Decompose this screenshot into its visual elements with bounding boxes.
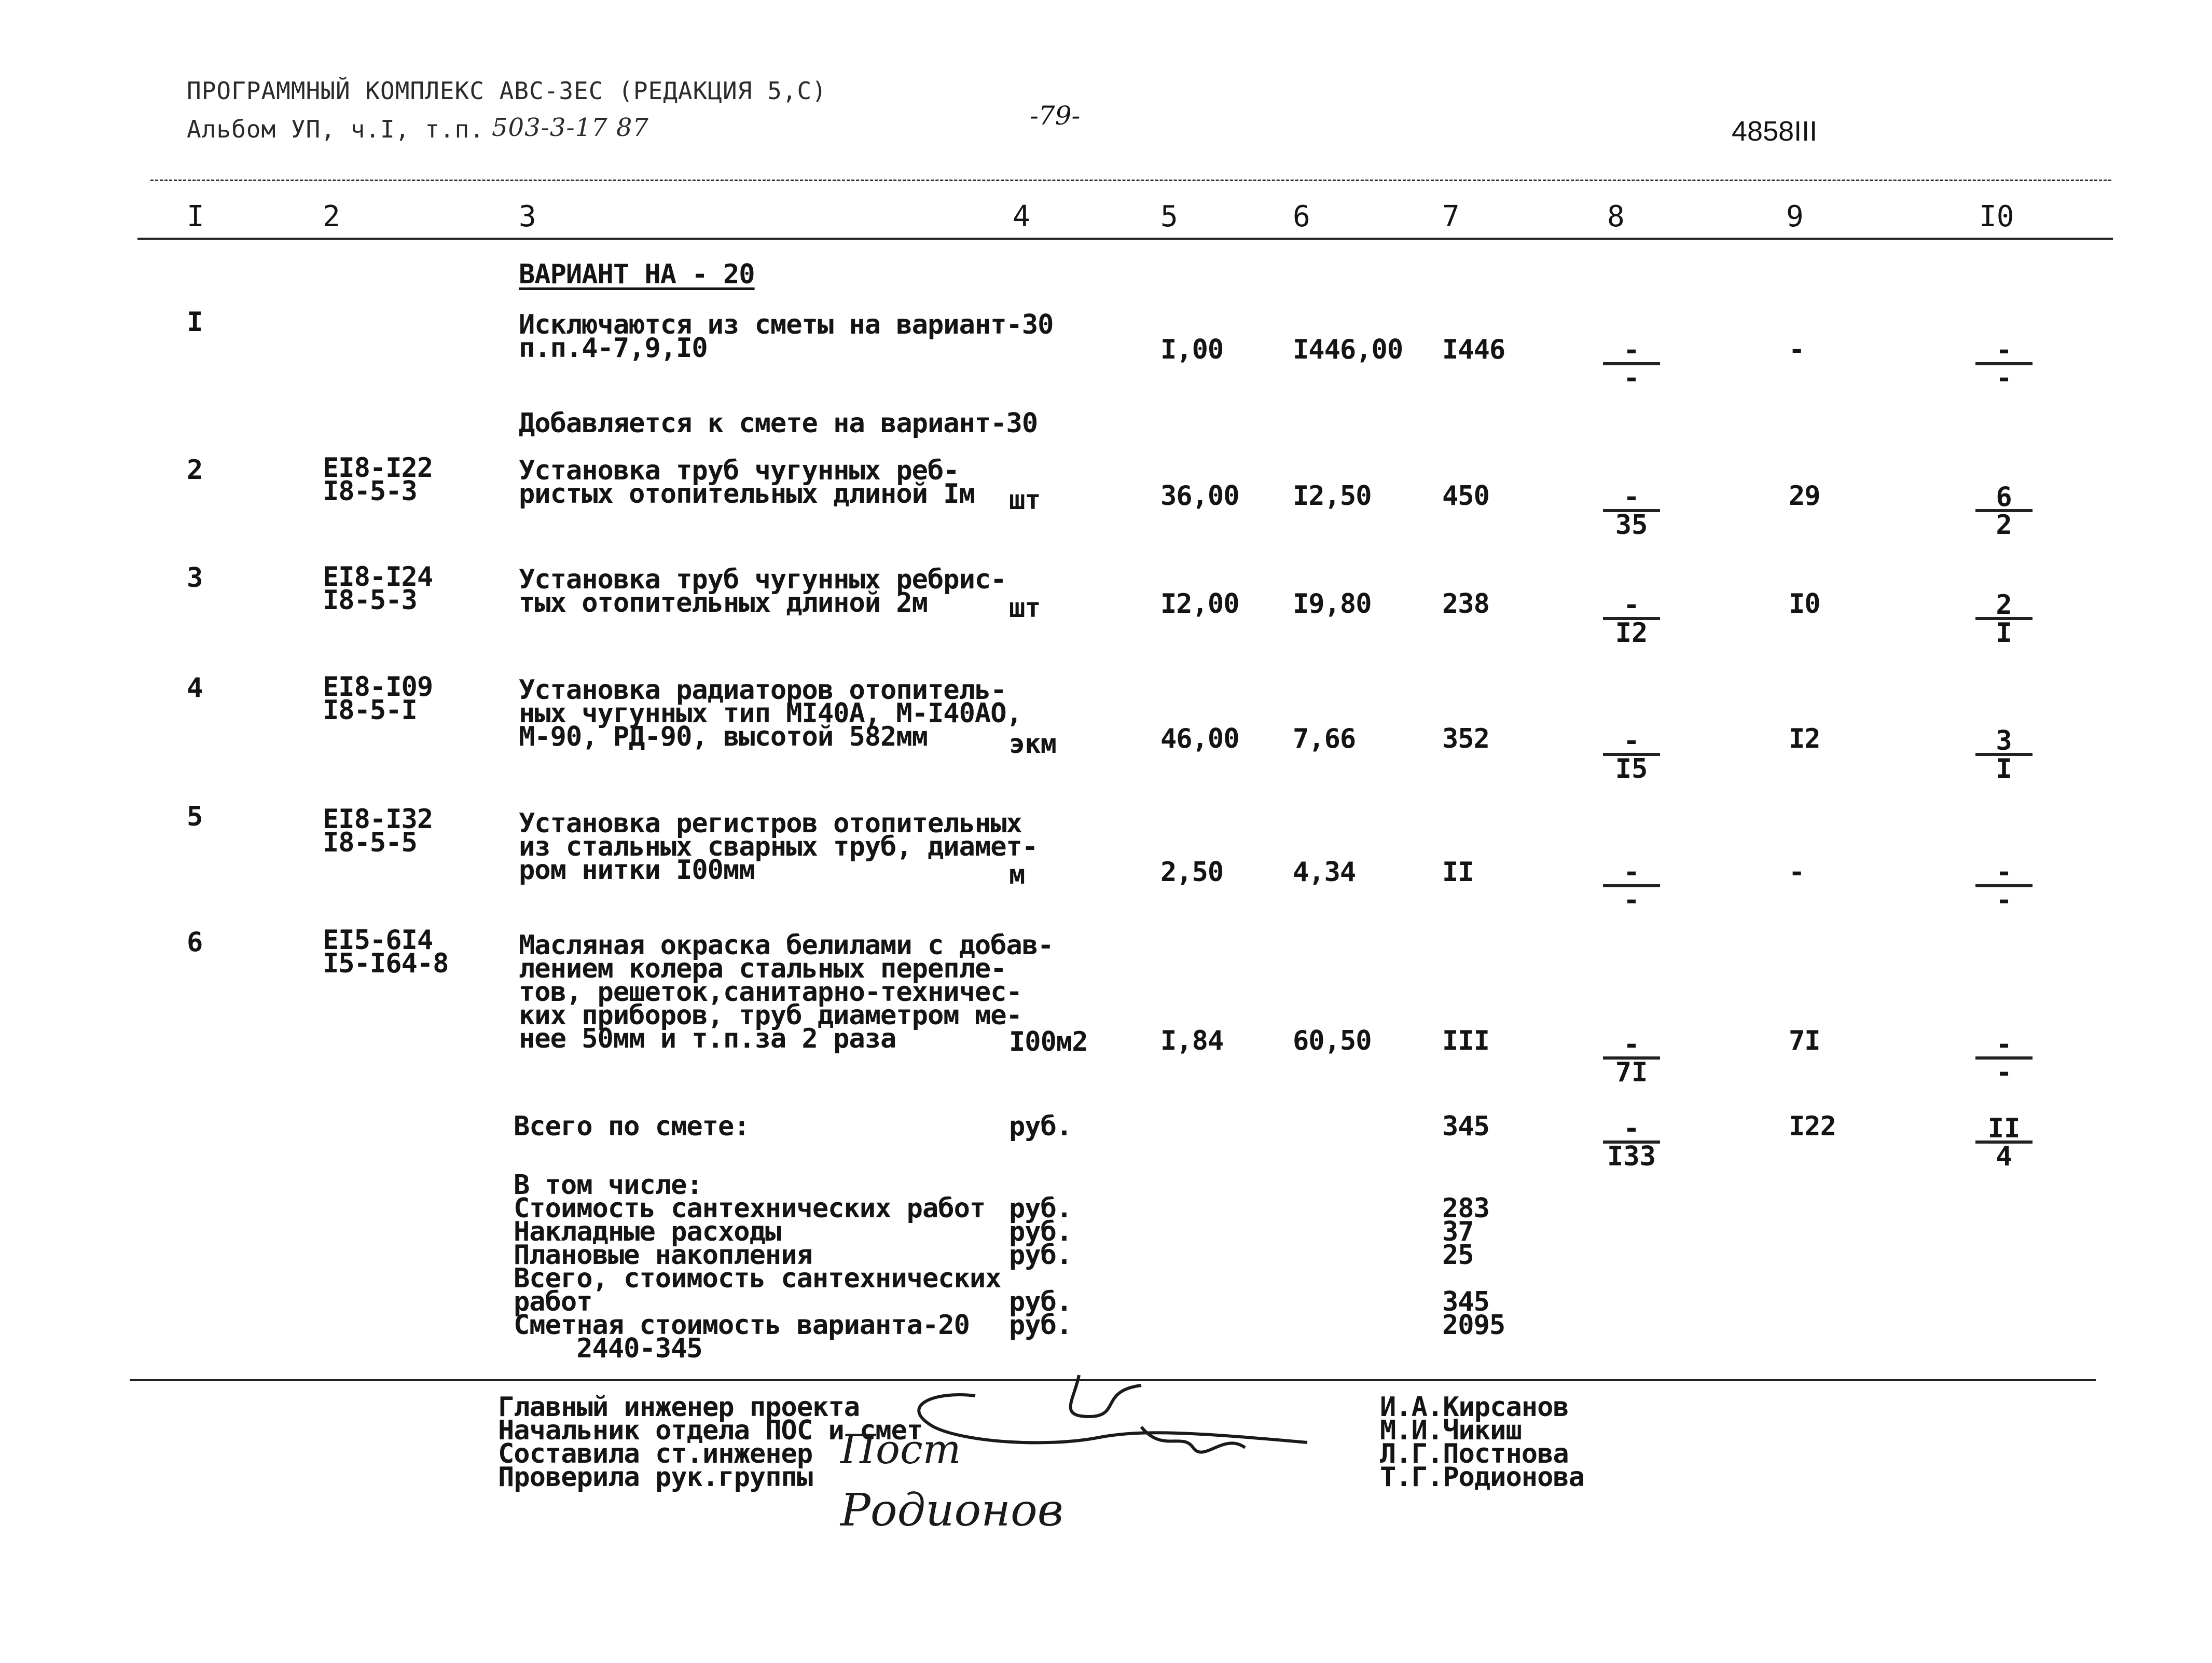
document-number: 4858III (1732, 116, 1818, 147)
handwritten-signatures (830, 1370, 1349, 1541)
album-line: Альбом УП, ч.I, т.п. (187, 115, 485, 143)
row-6-col10-fraction (1975, 1029, 2033, 1088)
row-4-col8-fraction (1603, 725, 1660, 785)
col-number-2: 2 (323, 200, 340, 233)
album-handwritten-number: 503-3-17 87 (492, 113, 649, 142)
row-3-col10-top: 2 (1975, 593, 2033, 620)
row-6-code: EI5-6I4 I5-I64-8 (323, 925, 449, 979)
row-3-total: 238 (1442, 588, 1489, 620)
compiler-signature: Пост (840, 1426, 961, 1473)
row-1-col9: - (1789, 334, 1805, 365)
row-5-col8-top: - (1603, 860, 1660, 887)
row-6-col8-top: - (1603, 1033, 1660, 1060)
total-col8-bottom: I33 (1607, 1141, 1656, 1172)
total-col8-top: - (1603, 1117, 1660, 1144)
row-2-col9: 29 (1789, 480, 1820, 512)
row-1-price: I446,00 (1293, 334, 1403, 365)
breakdown-labels: В том числе: Стоимость сантехнических работ Накладные расходы Плановые накопления Всего, стоимость сантехнических работ Сметная стоимость варианта-20 2440-345 (514, 1170, 1001, 1364)
row-6-col8-bottom: 7I (1615, 1057, 1648, 1088)
checker-signature: Родионов (840, 1485, 1063, 1536)
program-line: ПРОГРАММНЫЙ КОМПЛЕКС АВС-ЗЕС (РЕДАКЦИЯ 5,С) (187, 77, 827, 105)
added-note: Добавляется к смете на вариант-30 (519, 408, 1038, 439)
row-2-col8-top: - (1603, 485, 1660, 512)
row-4-total: 352 (1442, 723, 1489, 754)
signature-names: И.А.Кирсанов М.И.Чикиш Л.Г.Постнова Т.Г.Родионова (1380, 1392, 1584, 1493)
row-5-number: 5 (187, 801, 203, 832)
row-6-col8-fraction (1603, 1029, 1660, 1088)
row-4-description: Установка радиаторов отопитель- ных чугунных тип МI40А, М-I40АО, М-90, РД-90, высотой 582мм (519, 675, 1022, 752)
row-5-col9: - (1789, 857, 1805, 888)
signature-roles: Главный инженер проекта Начальник отдела ПОС и смет Составила ст.инженер Проверила рук.группы (498, 1392, 923, 1493)
row-2-number: 2 (187, 455, 203, 486)
row-6-quantity: I,84 (1160, 1025, 1224, 1056)
row-3-quantity: I2,00 (1160, 588, 1239, 620)
row-2-col10-fraction (1975, 482, 2033, 541)
row-3-col10-bottom: I (1996, 617, 2012, 649)
col-number-8: 8 (1607, 200, 1625, 233)
row-5-description: Установка регистров отопительных из стальных сварных труб, диамет- ром нитки I00мм (519, 808, 1038, 886)
row-6-col9: 7I (1789, 1025, 1820, 1056)
row-4-col10-bottom: I (1996, 753, 2012, 785)
row-1-total: I446 (1442, 334, 1505, 365)
row-5-col8-fraction (1603, 857, 1660, 916)
row-2-col10-bottom: 2 (1996, 510, 2012, 541)
col-number-1: I (187, 200, 204, 233)
header-bottom-rule (137, 238, 2113, 240)
row-3-description: Установка труб чугунных ребрис- тых отопительных длиной 2м (519, 564, 1006, 619)
row-1-description: Исключаются из сметы на вариант-30 п.п.4-7,9,I0 (519, 309, 1054, 364)
row-5-code: EI8-I32 I8-5-5 (323, 804, 433, 858)
row-3-col9: I0 (1789, 588, 1820, 620)
row-5-price: 4,34 (1293, 857, 1356, 888)
row-2-col8-fraction (1603, 482, 1660, 541)
row-2-quantity: 36,00 (1160, 480, 1239, 512)
row-2-description: Установка труб чугунных реб- ристых отопительных длиной Iм (519, 455, 975, 510)
row-3-col8-fraction (1603, 589, 1660, 649)
row-5-col8-bottom: - (1623, 885, 1640, 916)
row-6-col10-bottom: - (1996, 1057, 2012, 1088)
row-3-unit: шт (1009, 593, 1041, 624)
row-4-code: EI8-I09 I8-5-I (323, 671, 433, 726)
row-6-col10-top: - (1975, 1033, 2033, 1060)
breakdown-units: руб. руб. руб. руб. руб. (1009, 1193, 1072, 1341)
row-6-total: III (1442, 1025, 1489, 1056)
row-4-col10-top: 3 (1975, 729, 2033, 756)
row-4-col10-fraction (1975, 725, 2033, 785)
row-2-col8-bottom: 35 (1615, 510, 1648, 541)
col-number-7: 7 (1442, 200, 1460, 233)
row-4-unit: экм (1009, 729, 1056, 760)
row-5-col10-top: - (1975, 860, 2033, 887)
row-4-col8-bottom: I5 (1615, 753, 1648, 785)
total-unit: руб. (1009, 1111, 1072, 1142)
row-4-col9: I2 (1789, 723, 1820, 754)
row-3-col10-fraction (1975, 589, 2033, 649)
page-number: -79- (1030, 101, 1081, 131)
row-6-unit: I00м2 (1009, 1026, 1088, 1057)
row-3-price: I9,80 (1293, 588, 1372, 620)
row-4-number: 4 (187, 672, 203, 704)
department-head-signature (1141, 1427, 1245, 1452)
breakdown-values: 283 37 25 345 2095 (1442, 1193, 1505, 1341)
row-2-code: EI8-I22 I8-5-3 (323, 452, 433, 507)
row-6-price: 60,50 (1293, 1025, 1372, 1056)
variant-title: ВАРИАНТ НА - 20 (519, 259, 755, 290)
total-col9: I22 (1789, 1111, 1836, 1142)
row-1-col8-bottom: - (1623, 363, 1640, 394)
row-2-col10-top: 6 (1975, 485, 2033, 512)
row-5-total: II (1442, 857, 1474, 888)
total-col10-bottom: 4 (1996, 1141, 2012, 1172)
col-number-4: 4 (1013, 200, 1030, 233)
total-value: 345 (1442, 1111, 1489, 1142)
total-col10-fraction (1975, 1113, 2033, 1172)
header-top-rule (150, 180, 2111, 181)
total-label: Всего по смете: (514, 1111, 750, 1142)
row-1-number: I (187, 307, 203, 338)
row-3-code: EI8-I24 I8-5-3 (323, 561, 433, 616)
row-5-quantity: 2,50 (1160, 857, 1224, 888)
row-1-col10-fraction (1975, 335, 2033, 394)
row-5-unit: м (1009, 859, 1025, 890)
col-number-6: 6 (1293, 200, 1310, 233)
row-4-quantity: 46,00 (1160, 723, 1239, 754)
row-2-total: 450 (1442, 480, 1489, 512)
row-1-col8-fraction (1603, 335, 1660, 394)
row-1-quantity: I,00 (1160, 334, 1224, 365)
row-5-col10-bottom: - (1996, 885, 2012, 916)
row-2-price: I2,50 (1293, 480, 1372, 512)
row-4-price: 7,66 (1293, 723, 1356, 754)
col-number-3: 3 (519, 200, 536, 233)
row-4-col8-top: - (1603, 729, 1660, 756)
row-1-col10-bottom: - (1996, 363, 2012, 394)
col-number-10: I0 (1979, 200, 2014, 233)
row-5-col10-fraction (1975, 857, 2033, 916)
chief-engineer-signature-flourish (1071, 1375, 1141, 1417)
row-3-col8-top: - (1603, 593, 1660, 620)
row-6-number: 6 (187, 927, 203, 958)
total-col10-top: II (1975, 1117, 2033, 1144)
col-number-9: 9 (1786, 200, 1804, 233)
row-3-number: 3 (187, 562, 203, 594)
row-3-col8-bottom: I2 (1615, 617, 1648, 649)
row-2-unit: шт (1009, 485, 1041, 516)
row-1-col8-top: - (1603, 338, 1660, 365)
row-6-description: Масляная окраска белилами с добав- лением колера стальных перепле- тов, решеток,санитарно-техничес- ких приборов, труб диаметром ме- нее 50мм и т.п.за 2 раза (519, 930, 1054, 1054)
total-col8-fraction (1603, 1113, 1660, 1172)
row-1-col10-top: - (1975, 338, 2033, 365)
col-number-5: 5 (1160, 200, 1178, 233)
